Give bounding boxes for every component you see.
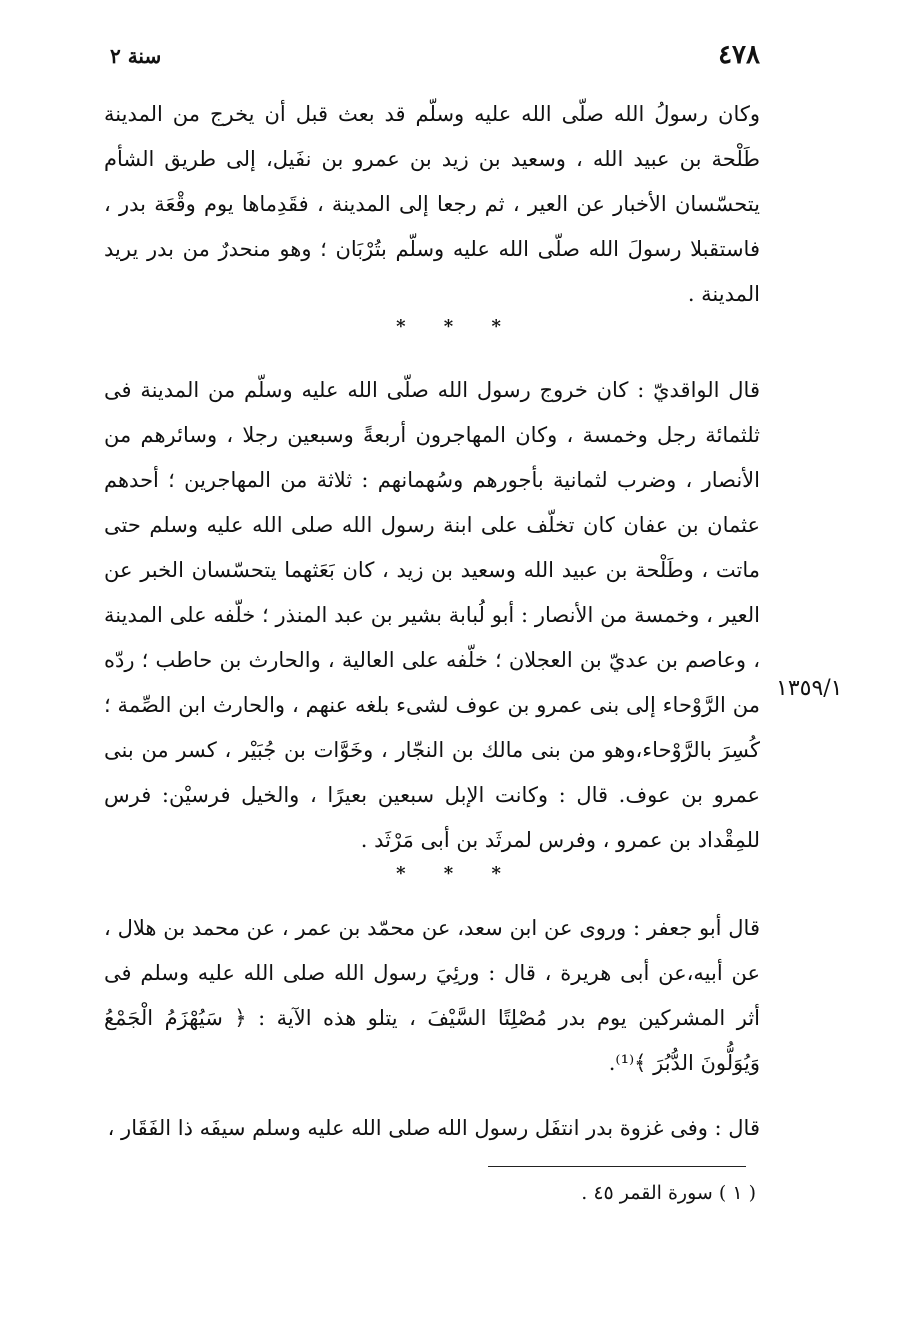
margin-reference: ١٣٥٩/١ <box>776 676 843 701</box>
paragraph-3-text: قال أبو جعفر : وروى عن ابن سعد، عن محمّد بن عمر ، عن محمد بن هلال ، عن أبيه،عن أبى هريرة ، قال : ورئِيَ رسول الله صلى الله عليه وسلم فى أثر المشركين يوم بدر مُصْلِتًا السَّيْفَ ، يتلو هذه الآية : ﴿ سَيُهْزَمُ الْجَمْعُ وَيُوَلُّونَ الدُّبُرَ ﴾⁽¹⁾. <box>104 916 760 1075</box>
paragraph-1 <box>104 92 760 317</box>
paragraph-1-text: وكان رسولُ الله صلّى الله عليه وسلّم قد بعث قبل أن يخرج من المدينة طَلْحة بن عبيد الله ، وسعيد بن زيد بن عمرو بن نفَيل، إلى طريق الشأم يتحسّسان الأخبار عن العير ، ثم رجعا إلى المدينة ، فقَدِماها يوم وقْعَة بدر ، فاستقبلا رسولَ الله صلّى الله عليه وسلّم بتُرْبَان ؛ وهو منحدرٌ من بدر يريد المدينة . <box>104 102 760 306</box>
footnote-divider <box>488 1166 746 1167</box>
page-number: ٤٧٨ <box>718 40 760 70</box>
paragraph-4 <box>104 1106 760 1151</box>
section-separator-2: * * * <box>396 863 517 884</box>
running-head-year: سنة ٢ <box>110 44 162 68</box>
footnote: ( ١ ) سورة القمر ٤٥ . <box>581 1182 756 1204</box>
paragraph-4-text: قال : وفى غزوة بدر انتفَل رسول الله صلى الله عليه وسلم سيفَه ذا الفَقَار ، <box>107 1116 760 1140</box>
paragraph-2 <box>104 368 760 863</box>
paragraph-2-text: قال الواقديّ : كان خروج رسول الله صلّى الله عليه وسلّم من المدينة فى ثلثمائة رجل وخمسة ، وكان المهاجرون أربعةً وسبعين رجلا ، وسائرهم من الأنصار ، وضرب لثمانية بأجورهم وسُهمانهم : ثلاثة من المهاجرين ؛ أحدهم عثمان بن عفان كان تخلّف على ابنة رسول الله صلى الله عليه وسلم حتى ماتت ، وطَلْحة بن عبيد الله وسعيد بن زيد ، كان بَعَثهما يتحسّسان الخبر عن العير ، وخمسة من الأنصار : أبو لُبابة بشير بن عبد المنذر ؛ خلّفه على المدينة ، وعاصم بن عديّ بن العجلان ؛ خلّفه على العالية ، والحارث بن حاطب ؛ ردّه من الرَّوْحاء إلى بنى عمرو بن عوف لشىء بلغه عنهم ، والحارث ابن الصِّمة ؛كُسِرَ بالرَّوْحاء،وهو من بنى مالك بن النجّار ، وخَوَّات بن جُبَيْر ، كسر من بنى عمرو بن عوف. قال : وكانت الإبل سبعين بعيرًا ، والخيل فرسيْن: فرس للمِقْداد بن عمرو ، وفرس لمرثَد بن أبى مَرْثَد . <box>104 378 760 852</box>
paragraph-3 <box>104 906 760 1086</box>
page-header <box>100 40 760 76</box>
section-separator-1: * * * <box>396 316 517 337</box>
